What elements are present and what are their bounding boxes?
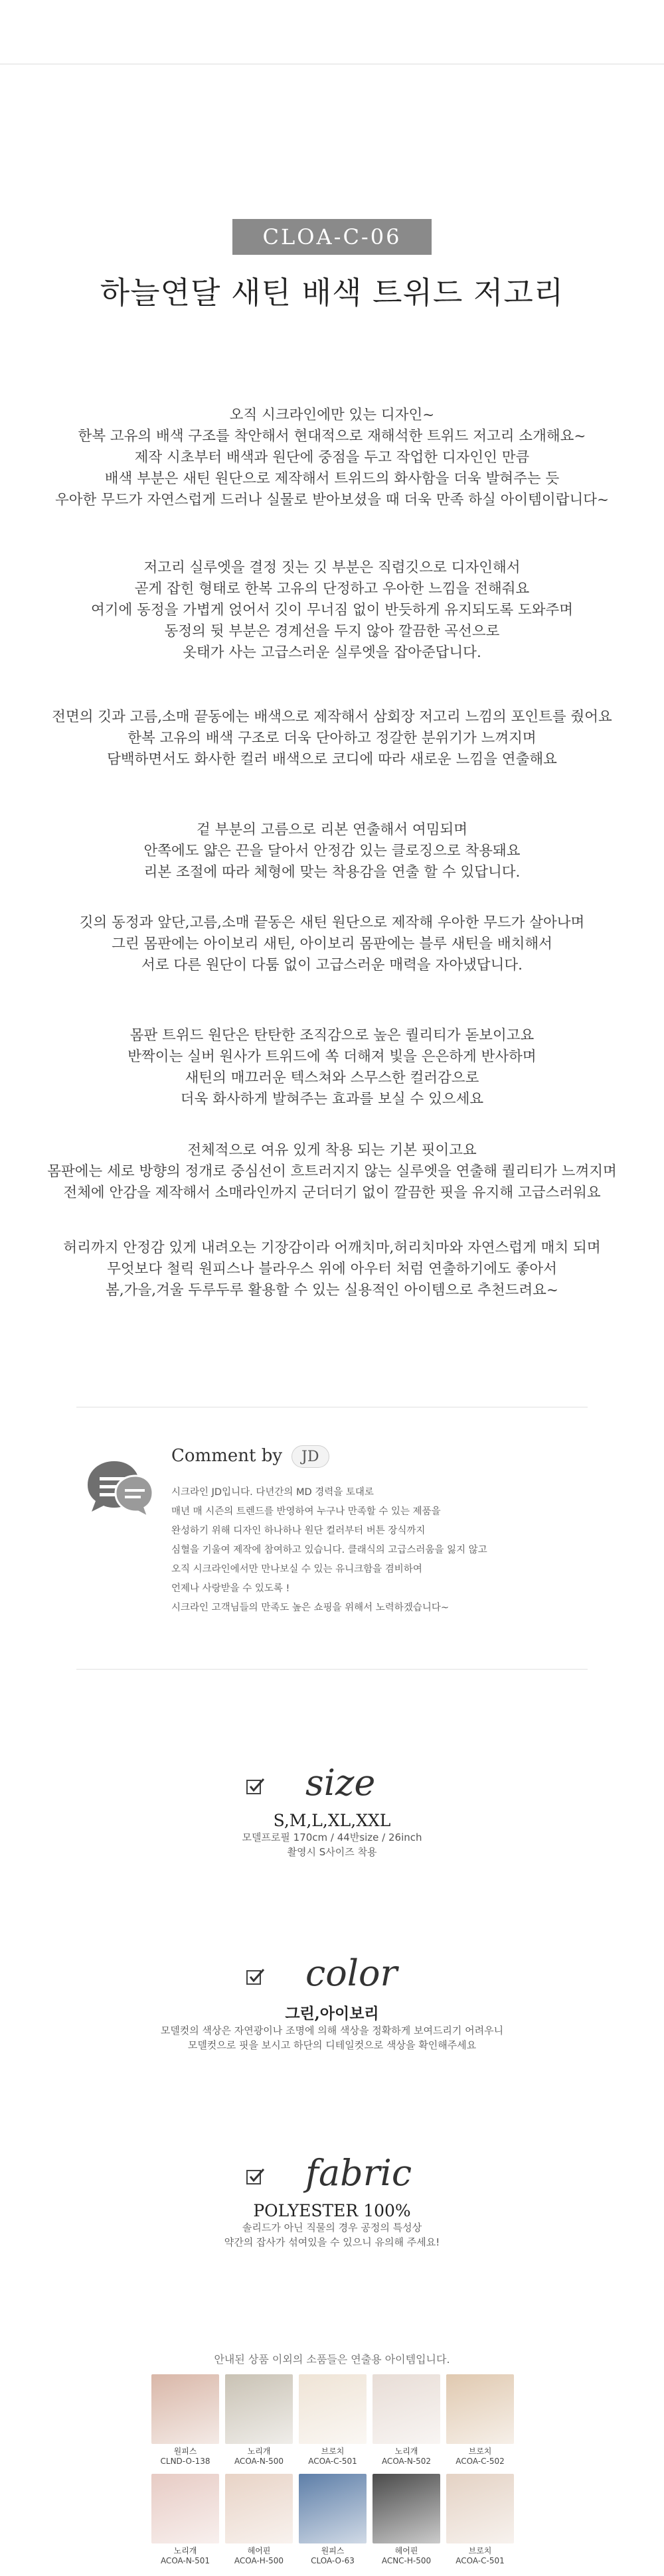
color-section bbox=[0, 1952, 664, 2052]
description-line: 저고리 실루엣을 결정 짓는 깃 부분은 직렴깃으로 디자인해서 bbox=[143, 559, 521, 576]
related-item-card[interactable] bbox=[225, 2474, 293, 2566]
description-line: 우아한 무드가 자연스럽게 드러나 실물로 받아보셨을 때 더욱 만족 하실 아이템이랍니다~ bbox=[54, 492, 610, 508]
chat-bubbles-icon bbox=[85, 1459, 154, 1522]
description-paragraph bbox=[0, 912, 664, 976]
description-line: 반짝이는 실버 원사가 트위드에 쏙 더해져 빛을 은은하게 반사하며 bbox=[127, 1048, 537, 1065]
related-item-thumbnail[interactable] bbox=[151, 2474, 219, 2543]
description-line: 담백하면서도 화사한 컬러 배색으로 코디에 따라 새로운 느낌을 연출해요 bbox=[107, 751, 557, 768]
author-badge: JD bbox=[291, 1445, 329, 1468]
description-paragraph bbox=[0, 1140, 664, 1204]
related-item-thumbnail[interactable] bbox=[446, 2474, 514, 2543]
checkbox-check-icon bbox=[246, 1776, 266, 1796]
description-line: 옷태가 사는 고급스러운 실루엣을 잡아준답니다. bbox=[183, 644, 481, 661]
description-paragraph bbox=[0, 820, 664, 883]
related-item-category: 원피스 bbox=[321, 2546, 345, 2555]
description-line: 한복 고유의 배색 구조를 착안해서 현대적으로 재해석한 트위드 저고리 소개해요~ bbox=[78, 428, 586, 445]
comment-heading-text: Comment by bbox=[171, 1446, 283, 1466]
comment-line: 오직 시크라인에서만 만나보실 수 있는 유니크함을 겸비하여 bbox=[171, 1564, 422, 1575]
related-item-code: ACOA-C-501 bbox=[308, 2457, 357, 2466]
description-line: 무엇보다 철릭 원피스나 블라우스 위에 아우터 처럼 연출하기에도 좋아서 bbox=[107, 1261, 557, 1277]
description-line: 서로 다른 원단이 다툼 없이 고급스러운 매력을 자아냈답니다. bbox=[141, 957, 523, 973]
description-line: 전면의 깃과 고름,소매 끝동에는 배색으로 제작해서 삼회장 저고리 느낌의 포인트를 줬어요 bbox=[52, 709, 612, 725]
related-item-code: ACOA-N-502 bbox=[381, 2457, 432, 2466]
checkbox-check-icon bbox=[246, 1967, 266, 1987]
description-line: 봄,가을,겨울 두루두루 활용할 수 있는 실용적인 아이템으로 추천드려요~ bbox=[106, 1282, 558, 1299]
description-line: 배색 부분은 새틴 원단으로 제작해서 트위드의 화사함을 더욱 발혀주는 듯 bbox=[104, 470, 560, 487]
related-item-card[interactable] bbox=[446, 2474, 514, 2566]
description-paragraph bbox=[0, 1025, 664, 1110]
related-item-category: 노리개 bbox=[394, 2447, 418, 2456]
related-item-category: 노리개 bbox=[173, 2546, 197, 2555]
related-item-code: ACOA-H-500 bbox=[234, 2556, 284, 2565]
related-item-thumbnail[interactable] bbox=[446, 2374, 514, 2444]
related-item-code: ACOA-N-501 bbox=[160, 2556, 210, 2565]
related-item-category: 헤어핀 bbox=[247, 2546, 271, 2555]
product-code-badge: CLOA-C-06 bbox=[232, 219, 432, 255]
description-line: 전체에 안감을 제작해서 소매라인까지 군더더기 없이 깔끔한 핏을 유지해 고급스러워요 bbox=[63, 1184, 601, 1201]
related-item-category: 헤어핀 bbox=[394, 2546, 418, 2555]
related-item-card[interactable] bbox=[225, 2374, 293, 2467]
description-line: 그린 몸판에는 아이보리 새틴, 아이보리 몸판에는 블루 새틴을 배치해서 bbox=[112, 936, 552, 952]
related-item-card[interactable] bbox=[373, 2474, 440, 2566]
description-line: 안쪽에도 얇은 끈을 달아서 안정감 있는 클로징으로 착용돼요 bbox=[143, 843, 521, 859]
description-line: 깃의 동정과 앞단,고름,소매 끝동은 새틴 원단으로 제작해 우아한 무드가 살아나며 bbox=[79, 914, 585, 931]
related-item-category: 브로치 bbox=[468, 2447, 492, 2456]
related-item-card[interactable] bbox=[151, 2474, 219, 2566]
related-item-thumbnail[interactable] bbox=[373, 2474, 440, 2543]
comment-line: 시크라인 고객님들의 만족도 높은 쇼핑을 위해서 노력하겠습니다~ bbox=[171, 1603, 449, 1613]
color-note-2: 모델컷으로 핏을 보시고 하단의 디테일컷으로 색상을 확인해주세요 bbox=[187, 2039, 477, 2051]
size-value: S,M,L,XL,XXL bbox=[273, 1811, 391, 1830]
related-item-thumbnail[interactable] bbox=[225, 2374, 293, 2444]
description-line: 리본 조절에 따라 체형에 맞는 착용감을 연출 할 수 있답니다. bbox=[143, 864, 521, 881]
comment-section bbox=[0, 1407, 664, 1672]
description-line: 오직 시크라인에만 있는 디자인~ bbox=[229, 407, 435, 423]
size-worn-note: 촬영시 S사이즈 착용 bbox=[287, 1846, 377, 1858]
color-value: 그린,아이보리 bbox=[285, 2005, 379, 2023]
description-line: 몸판 트위드 원단은 탄탄한 조직감으로 높은 퀄리티가 돋보이고요 bbox=[129, 1027, 535, 1044]
description-line: 한복 고유의 배색 구조로 더욱 단아하고 정갈한 분위기가 느껴지며 bbox=[127, 730, 537, 747]
fabric-section bbox=[0, 2152, 664, 2250]
related-item-thumbnail[interactable] bbox=[151, 2374, 219, 2444]
fabric-title: fabric bbox=[305, 2152, 412, 2194]
color-note-1: 모델컷의 색상은 자연광이나 조명에 의해 색상을 정확하게 보여드리기 어려우니 bbox=[160, 2025, 504, 2037]
fabric-note-1: 솔리드가 아닌 직물의 경우 공정의 특성상 bbox=[242, 2222, 422, 2234]
related-item-category: 브로치 bbox=[321, 2447, 345, 2456]
description-line: 여기에 동정을 가볍게 얹어서 깃이 무너짐 없이 반듯하게 유지되도록 도와주며 bbox=[90, 602, 574, 618]
fabric-value: POLYESTER 100% bbox=[253, 2201, 411, 2220]
related-item-category: 원피스 bbox=[173, 2447, 197, 2456]
description-line: 더욱 화사하게 발혀주는 효과를 보실 수 있으세요 bbox=[180, 1091, 484, 1108]
color-title: color bbox=[305, 1952, 398, 1994]
description-line: 새틴의 매끄러운 텍스쳐와 스무스한 컬러감으로 bbox=[185, 1070, 479, 1086]
related-item-card[interactable] bbox=[446, 2374, 514, 2467]
comment-heading bbox=[171, 1445, 329, 1468]
comment-line: 매년 매 시즌의 트렌드를 반영하여 누구나 만족할 수 있는 제품을 bbox=[171, 1506, 441, 1517]
description-paragraph bbox=[0, 557, 664, 664]
size-section bbox=[0, 1762, 664, 1859]
related-items-title: 안내된 상품 이외의 소품들은 연출용 아이템입니다. bbox=[214, 2353, 450, 2366]
related-item-code: CLND-O-138 bbox=[160, 2457, 210, 2466]
description-line: 동정의 뒷 부분은 경계선을 두지 않아 깔끔한 곡선으로 bbox=[164, 623, 500, 640]
related-item-card[interactable] bbox=[299, 2474, 367, 2566]
related-item-thumbnail[interactable] bbox=[225, 2474, 293, 2543]
related-item-code: ACOA-C-501 bbox=[456, 2556, 505, 2565]
related-item-thumbnail[interactable] bbox=[373, 2374, 440, 2444]
description-line: 몸판에는 세로 방향의 정개로 중심선이 흐트러지지 않는 실루엣을 연출해 퀄리티가 느껴지며 bbox=[47, 1163, 617, 1180]
related-item-thumbnail[interactable] bbox=[299, 2374, 367, 2444]
description-line: 허리까지 안정감 있게 내려오는 기장감이라 어깨치마,허리치마와 자연스럽게 매치 되며 bbox=[63, 1240, 601, 1256]
size-model-profile: 모델프로필 170cm / 44반size / 26inch bbox=[242, 1831, 422, 1843]
comment-line: 언제나 사랑받을 수 있도록 ! bbox=[171, 1583, 290, 1594]
related-item-card[interactable] bbox=[151, 2374, 219, 2467]
description-line: 제작 시초부터 배색과 원단에 중점을 두고 작업한 디자인인 만큼 bbox=[134, 449, 530, 466]
comment-line: 심혈을 기울여 제작에 참여하고 있습니다. 클래식의 고급스러움을 잃지 않고 bbox=[171, 1545, 487, 1555]
related-item-card[interactable] bbox=[373, 2374, 440, 2467]
related-item-thumbnail[interactable] bbox=[299, 2474, 367, 2543]
description-line: 겉 부분의 고름으로 리본 연출해서 여밈되며 bbox=[196, 822, 467, 838]
description-paragraph bbox=[0, 1238, 664, 1301]
related-item-category: 노리개 bbox=[247, 2447, 271, 2456]
description-paragraph bbox=[0, 707, 664, 770]
related-item-card[interactable] bbox=[299, 2374, 367, 2467]
related-item-code: CLOA-O-63 bbox=[311, 2556, 355, 2565]
fabric-note-2: 약간의 잡사가 섞여있을 수 있으니 유의해 주세요! bbox=[224, 2236, 440, 2248]
related-item-code: ACOA-C-502 bbox=[456, 2457, 505, 2466]
comment-body bbox=[171, 1483, 596, 1618]
related-item-code: ACOA-N-500 bbox=[234, 2457, 284, 2466]
checkbox-check-icon bbox=[246, 2167, 266, 2186]
comment-bottom-divider bbox=[76, 1669, 588, 1670]
description-paragraph bbox=[0, 405, 664, 511]
related-item-code: ACNC-H-500 bbox=[381, 2556, 432, 2565]
related-item-category: 브로치 bbox=[468, 2546, 492, 2555]
comment-line: 시크라인 JD입니다. 다년간의 MD 경력을 토대로 bbox=[171, 1487, 374, 1498]
description-line: 전체적으로 여유 있게 착용 되는 기본 핏이고요 bbox=[187, 1142, 477, 1159]
product-title: 하늘연달 새틴 배색 트위드 저고리 bbox=[100, 275, 564, 311]
comment-line: 완성하기 위해 디자인 하나하나 원단 컬러부터 버튼 장식까지 bbox=[171, 1526, 426, 1536]
description-line: 곧게 잡힌 형태로 한복 고유의 단정하고 우아한 느낌을 전해줘요 bbox=[134, 581, 530, 597]
size-title: size bbox=[305, 1762, 376, 1804]
